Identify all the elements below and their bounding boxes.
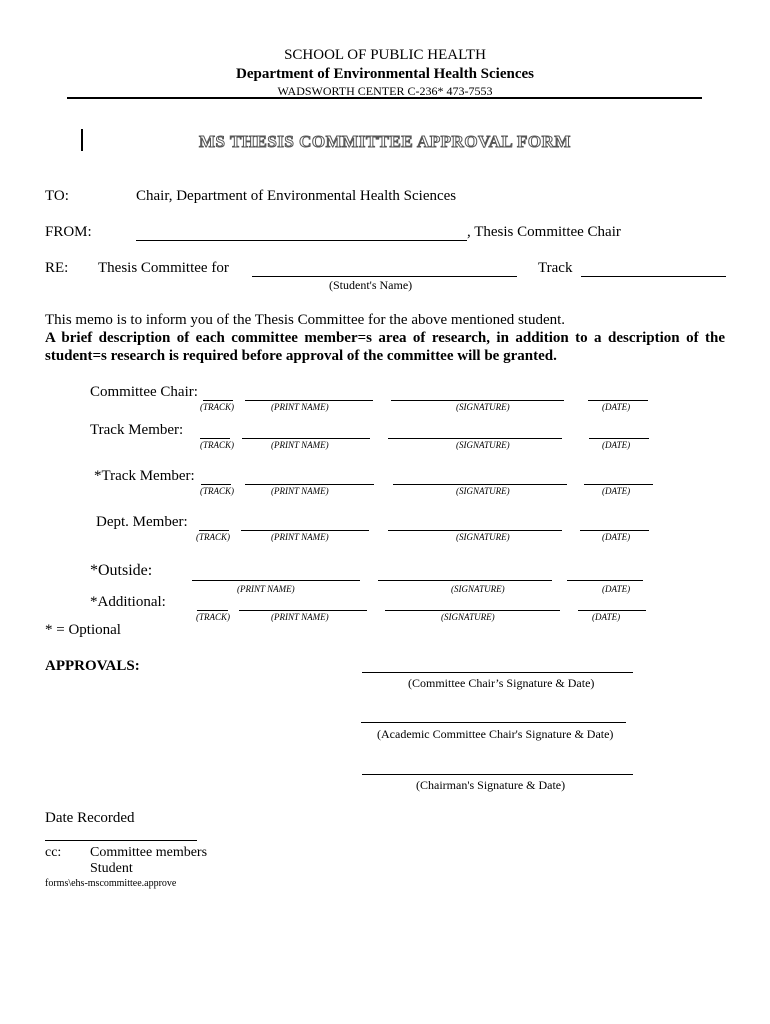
chairman-approval-caption: (Chairman's Signature & Date) <box>416 778 566 792</box>
additional-member-signature-field[interactable] <box>385 610 560 611</box>
committee-chair-track-field[interactable] <box>203 400 233 401</box>
track-member-label: Track Member: <box>90 422 184 438</box>
caption-signature: (SIGNATURE) <box>456 402 510 412</box>
caption-track: (TRACK) <box>196 612 231 622</box>
student-name-field[interactable] <box>252 276 517 277</box>
caption-track: (TRACK) <box>200 402 235 412</box>
caption-signature: (SIGNATURE) <box>441 612 495 622</box>
dept-member-date-field[interactable] <box>580 530 649 531</box>
caption-date: (DATE) <box>602 532 631 542</box>
form-title: MS THESIS COMMITTEE APPROVAL FORM <box>199 132 571 151</box>
committee-chair-signature-field[interactable] <box>391 400 564 401</box>
intro-text: This memo is to inform you of the Thesis Committee for the above mentioned student. <box>45 312 566 328</box>
committee-chair-name-field[interactable] <box>245 400 373 401</box>
outside-member-name-field[interactable] <box>192 580 360 581</box>
caption-track: (TRACK) <box>200 440 235 450</box>
additional-member-date-field[interactable] <box>578 610 646 611</box>
to-value: Chair, Department of Environmental Health Sciences <box>136 188 457 204</box>
caption-print-name: (PRINT NAME) <box>237 584 295 594</box>
caption-signature: (SIGNATURE) <box>456 440 510 450</box>
track-member-track-field[interactable] <box>200 438 230 439</box>
caption-signature: (SIGNATURE) <box>451 584 505 594</box>
academic-chair-approval-caption: (Academic Committee Chair's Signature & Date) <box>377 727 614 741</box>
academic-chair-approval-field[interactable] <box>361 722 626 723</box>
cc-label: cc: <box>45 845 62 860</box>
from-label: FROM: <box>45 224 92 240</box>
student-name-caption: (Student's Name) <box>329 278 413 292</box>
committee-chair-date-field[interactable] <box>588 400 648 401</box>
cc-recipient: Student <box>90 861 133 876</box>
caption-print-name: (PRINT NAME) <box>271 440 329 450</box>
track-label: Track <box>538 260 573 276</box>
instruction-line-1: A brief description of each committee member=s area of research, in addition to a description of the <box>45 330 725 346</box>
caption-date: (DATE) <box>602 440 631 450</box>
caption-print-name: (PRINT NAME) <box>271 402 329 412</box>
optional-track-member-date-field[interactable] <box>584 484 653 485</box>
outside-member-label: *Outside: <box>90 562 153 579</box>
footer-file-path: forms\ehs-mscommittee.approve <box>45 878 177 889</box>
caption-track: (TRACK) <box>200 486 235 496</box>
outside-member-date-field[interactable] <box>567 580 643 581</box>
dept-member-signature-field[interactable] <box>388 530 562 531</box>
committee-chair-label: Committee Chair: <box>90 384 198 400</box>
caption-track: (TRACK) <box>196 532 231 542</box>
optional-track-member-signature-field[interactable] <box>393 484 567 485</box>
additional-member-track-field[interactable] <box>197 610 228 611</box>
chairman-approval-field[interactable] <box>362 774 633 775</box>
track-member-name-field[interactable] <box>242 438 370 439</box>
caption-print-name: (PRINT NAME) <box>271 486 329 496</box>
optional-track-member-label: *Track Member: <box>94 468 195 484</box>
caption-date: (DATE) <box>592 612 621 622</box>
from-name-field[interactable] <box>136 240 467 241</box>
caption-date: (DATE) <box>602 584 631 594</box>
optional-track-member-track-field[interactable] <box>201 484 231 485</box>
re-label: RE: <box>45 260 69 276</box>
header-rule <box>67 97 702 99</box>
department-name: Department of Environmental Health Sciences <box>235 66 535 82</box>
optional-track-member-name-field[interactable] <box>245 484 374 485</box>
date-recorded-label: Date Recorded <box>45 810 135 826</box>
cc-recipient: Committee members <box>90 845 208 860</box>
outside-member-signature-field[interactable] <box>378 580 552 581</box>
school-name: SCHOOL OF PUBLIC HEALTH <box>284 47 486 63</box>
committee-chair-approval-caption: (Committee Chair’s Signature & Date) <box>408 676 595 690</box>
caption-signature: (SIGNATURE) <box>456 532 510 542</box>
track-member-date-field[interactable] <box>589 438 649 439</box>
address-line: WADSWORTH CENTER C-236* 473-7553 <box>277 84 493 98</box>
instruction-line-2: student=s research is required before approval of the committee will be granted. <box>45 348 557 364</box>
track-member-signature-field[interactable] <box>388 438 562 439</box>
optional-note: * = Optional <box>45 622 121 638</box>
additional-member-name-field[interactable] <box>239 610 367 611</box>
from-suffix: , Thesis Committee Chair <box>467 224 621 240</box>
dept-member-track-field[interactable] <box>199 530 229 531</box>
caption-print-name: (PRINT NAME) <box>271 612 329 622</box>
re-value: Thesis Committee for <box>98 260 229 276</box>
caption-date: (DATE) <box>602 486 631 496</box>
to-label: TO: <box>45 188 69 204</box>
additional-member-label: *Additional: <box>90 594 166 610</box>
caption-date: (DATE) <box>602 402 631 412</box>
caption-print-name: (PRINT NAME) <box>271 532 329 542</box>
date-recorded-field[interactable] <box>45 840 197 841</box>
track-field[interactable] <box>581 276 726 277</box>
dept-member-label: Dept. Member: <box>96 514 188 530</box>
approvals-label: APPROVALS: <box>45 658 140 674</box>
committee-chair-approval-field[interactable] <box>362 672 633 673</box>
dept-member-name-field[interactable] <box>241 530 369 531</box>
caption-signature: (SIGNATURE) <box>456 486 510 496</box>
